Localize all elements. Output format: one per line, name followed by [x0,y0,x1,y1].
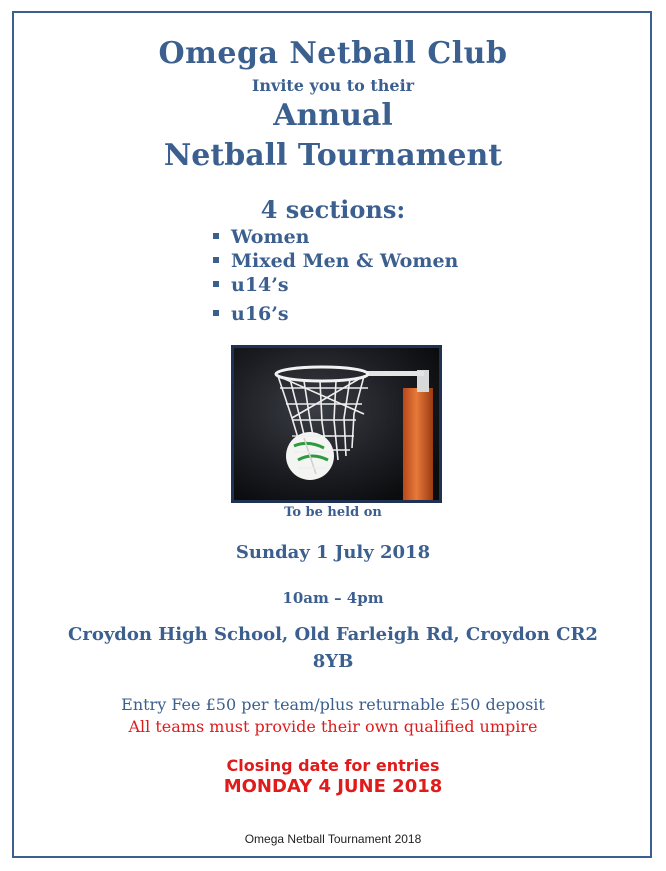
event-time: 10am – 4pm [282,589,384,607]
held-on-label: To be held on [284,505,382,520]
event-date: Sunday 1 July 2018 [235,542,431,563]
square-bullet-icon [213,233,219,239]
list-item [210,225,458,249]
umpire-note: All teams must provide their own qualified umpire [128,717,538,736]
sections-heading: 4 sections: [260,195,406,224]
list-item [210,249,458,273]
heading-annual: Annual [273,98,393,133]
venue-line-2: 8YB [312,651,354,672]
footer-text: Omega Netball Tournament 2018 [244,832,422,846]
netball-hoop-icon [234,348,439,500]
section-label: Women [231,226,310,248]
section-label: Mixed Men & Women [231,250,459,272]
square-bullet-icon [213,310,219,316]
list-item [210,302,458,326]
entry-fee: Entry Fee £50 per team/plus returnable £50 deposit [121,695,545,714]
netball-hoop-photo [231,345,442,503]
list-item [210,273,458,297]
club-title: Omega Netball Club [158,36,508,71]
venue-line-1: Croydon High School, Old Farleigh Rd, Croydon CR2 [68,624,598,645]
section-label: u16’s [231,303,289,325]
square-bullet-icon [213,257,219,263]
square-bullet-icon [213,281,219,287]
closing-date: MONDAY 4 JUNE 2018 [223,776,443,797]
closing-label: Closing date for entries [226,756,440,775]
heading-tournament: Netball Tournament [163,138,503,173]
invite-line: Invite you to their [251,76,415,95]
section-label: u14’s [231,274,289,296]
sections-list [210,225,458,326]
